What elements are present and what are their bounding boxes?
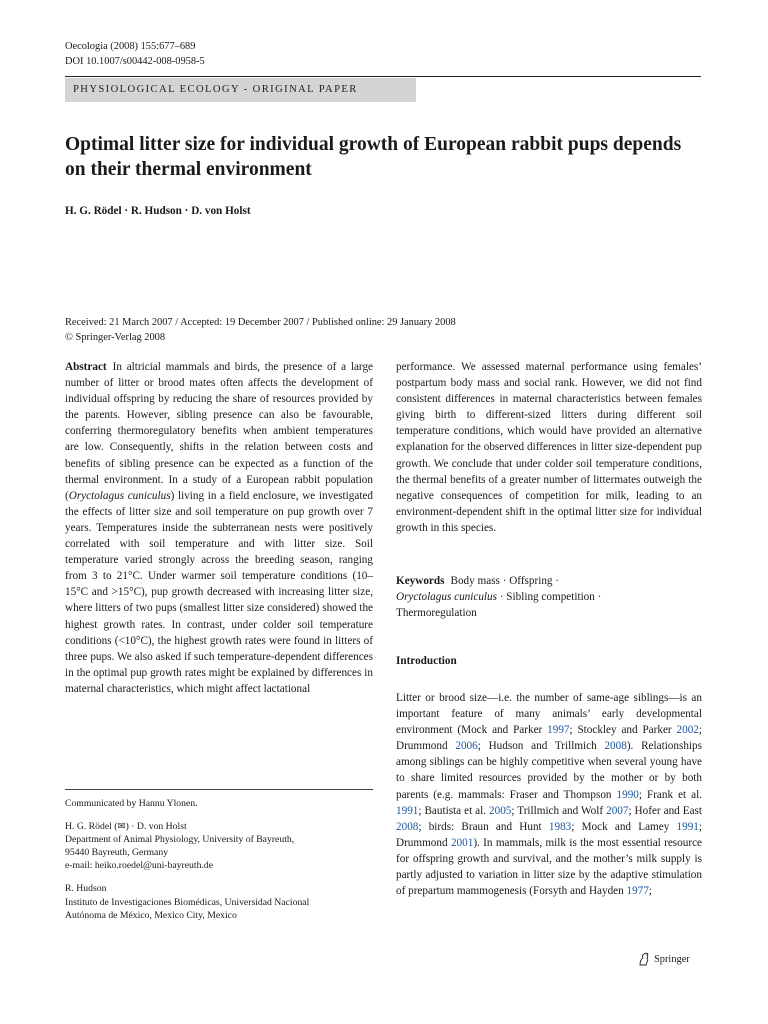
header-rule xyxy=(65,76,701,77)
author-list: H. G. Rödel · R. Hudson · D. von Holst xyxy=(65,205,251,217)
communicated-by: Communicated by Hannu Ylonen. xyxy=(65,798,198,809)
journal-doi[interactable]: DOI 10.1007/s00442-008-0958-5 xyxy=(65,56,205,67)
affiliation-2 xyxy=(65,882,373,921)
publication-history xyxy=(65,315,456,345)
citation-link[interactable]: 1997 xyxy=(547,724,570,737)
article-category: PHYSIOLOGICAL ECOLOGY - ORIGINAL PAPER xyxy=(65,78,416,102)
affiliation-line: H. G. Rödel (✉) · D. von Holst xyxy=(65,821,187,833)
publisher-name: Springer xyxy=(654,953,690,965)
journal-header xyxy=(65,39,205,69)
species-name: Oryctolagus cuniculus xyxy=(68,489,171,502)
citation-link[interactable]: 2007 xyxy=(606,804,629,817)
affiliation-line: Autónoma de México, Mexico City, Mexico xyxy=(65,909,237,921)
journal-citation: Oecologia (2008) 155:677–689 xyxy=(65,41,196,52)
citation-link[interactable]: 2008 xyxy=(396,820,419,833)
copyright-line: © Springer-Verlag 2008 xyxy=(65,332,166,343)
footnote-rule xyxy=(65,789,373,790)
keyword-species: Oryctolagus cuniculus xyxy=(396,591,497,604)
affiliation-line: Department of Animal Physiology, University of Bayreuth, xyxy=(65,834,295,846)
citation-link[interactable]: 2001 xyxy=(450,836,474,849)
abstract-text: In altricial mammals and birds, the presence of a large number of litter or brood mates often affects the development of individual offspring by reducing the share of resources provided by the parents. However, sibling presence can also be favourable, conferring thermoregulatory benefits when ambient temperatures are low. Consequently, shifts in the relation between costs and benefits of sibling presence can be expected as a function of the thermal environment. In a study of a European rabbit population (Oryctolagus cuniculus) living in a field enclosure, we investigated the effects of litter size and soil temperature on pup growth over 7 years. Temperatures inside the subterranean nests were positively correlated with soil temperature and with litter size. Soil temperature varied strongly across the breeding season, ranging from 3 to 21°C. Under warmer soil temperature conditions (10– 15°C and >15°C), pup growth decreased with increasing litter size, where litters of two pups (smallest litter size considered) showed the highest growth rates. In contrast, under colder soil temperature conditions (<10°C), the highest growth rates were found in litters of three pups. We also asked if such temperature-dependent differences in the optimal pup growth rates might be explained by differences in maternal characteristics, which might affect lactational xyxy=(65,361,373,695)
right-column xyxy=(396,359,703,898)
citation-link[interactable]: 1977 xyxy=(626,885,649,898)
footnotes xyxy=(65,797,373,922)
citation-link[interactable]: 1991 xyxy=(676,820,699,833)
history-dates: Received: 21 March 2007 / Accepted: 19 December 2007 / Published online: 29 January 2008 xyxy=(65,317,456,328)
abstract-label: Abstract xyxy=(65,361,107,373)
springer-horse-icon xyxy=(638,952,650,966)
keywords-label: Keywords xyxy=(396,575,445,587)
affiliation-line: 95440 Bayreuth, Germany xyxy=(65,847,169,859)
affiliation-line: Instituto de Investigaciones Biomédicas, Universidad Nacional xyxy=(65,896,310,908)
affiliation-line: R. Hudson xyxy=(65,883,107,895)
publisher-logo xyxy=(638,952,690,966)
keywords-line-1: Body mass · Offspring · xyxy=(450,575,560,587)
introduction-heading: Introduction xyxy=(396,655,457,667)
citation-link[interactable]: 2002 xyxy=(676,724,699,737)
keywords-line-2: · Sibling competition · xyxy=(496,591,602,604)
citation-link[interactable]: 1990 xyxy=(616,788,639,801)
abstract xyxy=(65,359,373,697)
citation-link[interactable]: 1991 xyxy=(396,804,419,817)
keywords-line-3: Thermoregulation xyxy=(396,607,477,620)
keywords xyxy=(396,573,702,621)
abstract-continuation: performance. We assessed maternal performance using females’ postpartum body mass and social rank. However, we did not find consistent differences in maternal characteristics between females giving birth to different-sized litters during different soil temperature conditions, which would have provided an alternative explanation for the observed differences in litter size-dependent pup growth. We conclude that under colder soil temperature conditions, the thermal benefits of a greater number of littermates outweigh the negative consequences of competition for milk, leading to an environment-dependent shift in the optimal litter size for individual growth in this species. xyxy=(396,361,702,534)
article-title: Optimal litter size for individual growth of European rabbit pups depends on their thermal environment xyxy=(65,134,682,180)
affiliation-1 xyxy=(65,820,373,872)
citation-link[interactable]: 2006 xyxy=(455,740,478,753)
citation-link[interactable]: 2008 xyxy=(604,740,627,753)
citation-link[interactable]: 2005 xyxy=(489,804,512,817)
citation-link[interactable]: 1983 xyxy=(548,820,572,833)
left-column xyxy=(65,359,373,697)
affiliation-line[interactable]: e-mail: heiko.roedel@uni-bayreuth.de xyxy=(65,860,213,872)
introduction-text: Litter or brood size—i.e. the number of same-age siblings—is an important feature of many animals’ early developmental environment (Mock and Parker 1997; Stockley and Parker 2002; Drummond 2006; Hudson and Trillmich 2008). Relationships among siblings can be highly competitive when several young have to share limited resources provided by the mother or by both parents (e.g. mammals: Fraser and Thompson 1990; Frank et al. 1991; Bautista et al. 2005; Trillmich and Wolf 2007; Hofer and East 2008; birds: Braun and Hunt 1983; Mock and Lamey 1991; Drummond 2001). In mammals, milk is the most essential resource for offspring growth and survival, and the mother’s milk supply is partly adjusted to variation in litter size by the adaptive stimulation of prepartum mammogenesis (Forsyth and Hayden 1977; xyxy=(396,692,703,898)
